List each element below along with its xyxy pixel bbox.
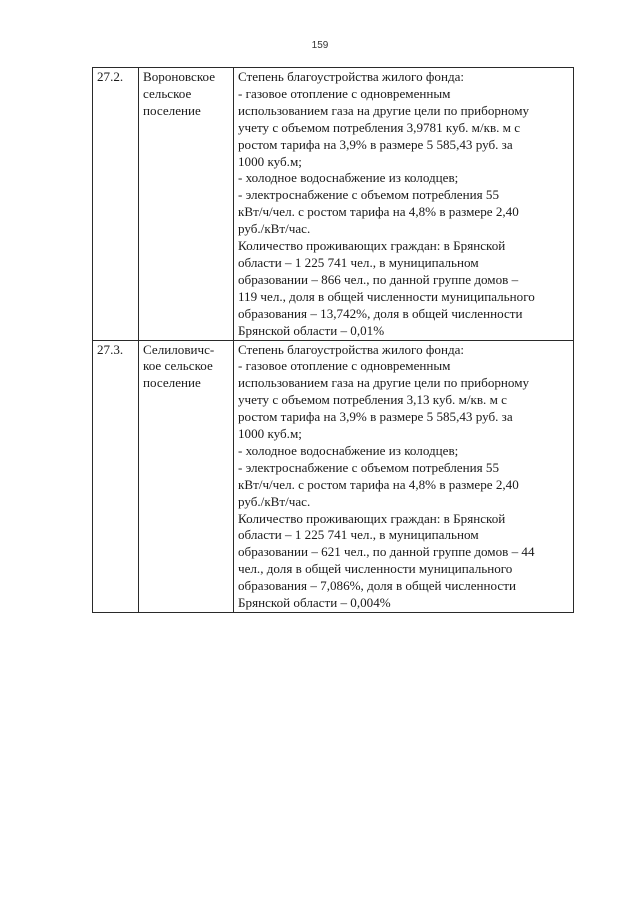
description-line: Брянской области – 0,004%: [238, 595, 391, 611]
description-line: чел., доля в общей численности муниципального: [238, 561, 513, 577]
settlement-name-line: кое сельское: [143, 358, 213, 374]
description-line: ростом тарифа на 3,9% в размере 5 585,43 руб. за: [238, 136, 513, 152]
description-cell: [234, 340, 574, 613]
description-line: использованием газа на другие цели по приборному: [238, 102, 530, 118]
description-line: учету с объемом потребления 3,13 куб. м/кв. м с: [238, 392, 507, 408]
description-cell: [234, 68, 574, 341]
description-line: образовании – 621 чел., по данной группе домов – 44: [238, 544, 535, 560]
settlement-name-line: поселение: [143, 375, 201, 391]
description-line: образования – 13,742%, доля в общей численности: [238, 305, 523, 321]
description-line: руб./кВт/час.: [238, 493, 311, 509]
description-line: Брянской области – 0,01%: [238, 322, 385, 338]
description-line: образовании – 866 чел., по данной группе домов –: [238, 271, 519, 287]
table-body: [93, 68, 574, 613]
description-line: кВт/ч/чел. с ростом тарифа на 4,8% в размере 2,40: [238, 476, 519, 492]
description-line: - холодное водоснабжение из колодцев;: [238, 170, 459, 186]
description-line: образования – 7,086%, доля в общей численности: [238, 578, 516, 594]
description-line: - электроснабжение с объемом потребления 55: [238, 459, 500, 475]
description-line: - газовое отопление с одновременным: [238, 85, 451, 101]
description-line: области – 1 225 741 чел., в муниципальном: [238, 254, 479, 270]
description-line: области – 1 225 741 чел., в муниципальном: [238, 527, 479, 543]
settlements-table: [92, 67, 574, 613]
table-row: [93, 340, 574, 613]
description-line: руб./кВт/час.: [238, 221, 311, 237]
settlement-name-cell: [139, 68, 234, 341]
settlement-name-line: сельское: [143, 85, 192, 101]
row-number-cell: 27.3.: [93, 340, 139, 613]
description-line: ростом тарифа на 3,9% в размере 5 585,43 руб. за: [238, 409, 513, 425]
description-line: Степень благоустройства жилого фонда:: [238, 69, 465, 84]
description-line: 1000 куб.м;: [238, 426, 302, 442]
row-number-cell: 27.2.: [93, 68, 139, 341]
settlement-name-cell: [139, 340, 234, 613]
description-line: - холодное водоснабжение из колодцев;: [238, 442, 459, 458]
description-line: Степень благоустройства жилого фонда:: [238, 341, 465, 357]
description-line: использованием газа на другие цели по приборному: [238, 375, 530, 391]
description-line: 1000 куб.м;: [238, 153, 302, 169]
description-line: учету с объемом потребления 3,9781 куб. м/кв. м с: [238, 119, 521, 135]
description-line: Количество проживающих граждан: в Брянской: [238, 510, 506, 526]
page-number: 159: [311, 40, 329, 51]
description-line: - газовое отопление с одновременным: [238, 358, 451, 374]
description-line: Количество проживающих граждан: в Брянской: [238, 238, 506, 254]
description-line: кВт/ч/чел. с ростом тарифа на 4,8% в размере 2,40: [238, 204, 519, 220]
description-line: - электроснабжение с объемом потребления 55: [238, 187, 500, 203]
table-row: [93, 68, 574, 341]
settlement-name-line: Селиловичс-: [143, 341, 215, 357]
settlement-name-line: Вороновское: [143, 69, 216, 84]
settlement-name-line: поселение: [143, 102, 201, 118]
description-line: 119 чел., доля в общей численности муниципального: [238, 288, 535, 304]
